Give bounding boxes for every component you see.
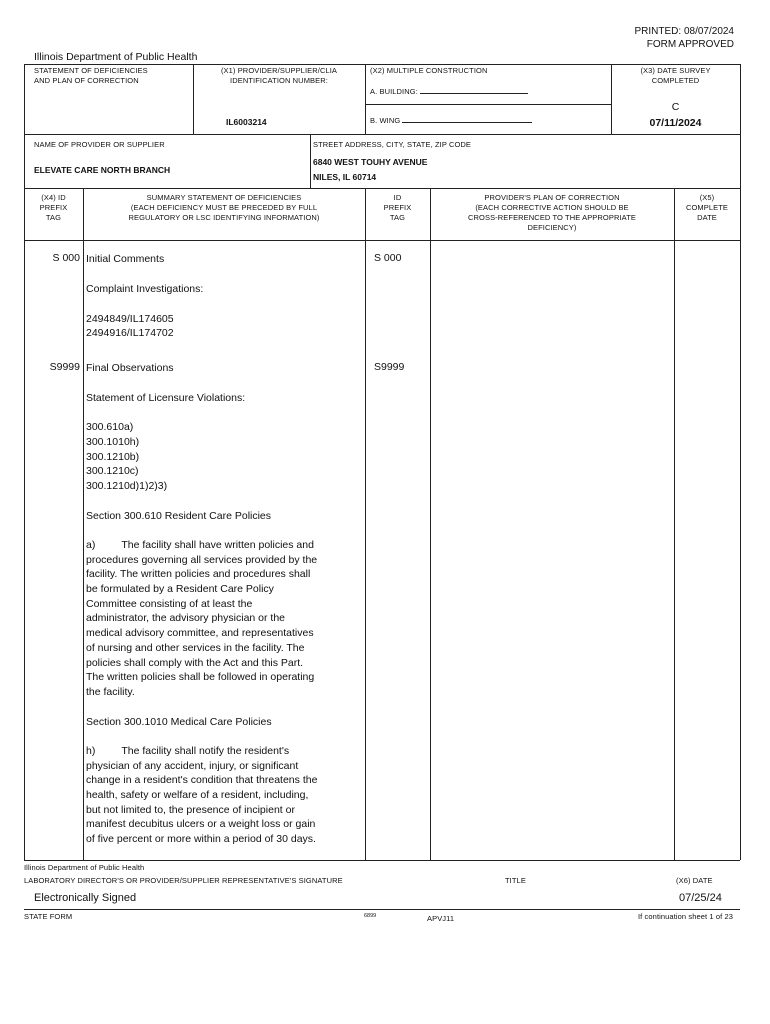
body-line: health, safety or welfare of a resident, including,	[86, 789, 309, 801]
id-heading: ID PREFIX TAG	[383, 193, 412, 222]
body-line: be formulated by a Resident Care Policy	[86, 583, 274, 595]
continuation-sheet: If continuation sheet 1 of 23	[638, 912, 734, 921]
x1-label: (X1) PROVIDER/SUPPLIER/CLIA IDENTIFICATION NUMBER:	[220, 66, 338, 85]
section-heading: Final Observations	[86, 362, 174, 374]
body-line: Complaint Investigations:	[86, 283, 204, 295]
body-line: physician of any accident, injury, or significant	[86, 760, 299, 772]
body-line: Statement of Licensure Violations:	[86, 392, 246, 404]
id-prefix-tag: S 000	[374, 252, 402, 264]
prefix-tag: S9999	[49, 361, 80, 373]
body-line: change in a resident's condition that threatens the	[86, 774, 318, 786]
x4-heading: (X4) ID PREFIX TAG	[39, 193, 68, 222]
body-line: facility. The written policies and procedures shall	[86, 568, 311, 580]
agency-name: Illinois Department of Public Health	[34, 51, 198, 63]
x2-label: (X2) MULTIPLE CONSTRUCTION	[370, 66, 488, 75]
provider-name-label: NAME OF PROVIDER OR SUPPLIER	[34, 140, 165, 149]
building-field: A. BUILDING:	[370, 84, 528, 97]
body-line: manifest decubitus ulcers or a weight loss or gain	[86, 818, 316, 830]
form-approved: FORM APPROVED	[646, 39, 734, 50]
signature-value: Electronically Signed	[34, 892, 137, 904]
signature-label: LABORATORY DIRECTOR'S OR PROVIDER/SUPPLIER REPRESENTATIVE'S SIGNATURE	[24, 876, 343, 885]
section-heading: Initial Comments	[86, 253, 165, 265]
summary-heading: SUMMARY STATEMENT OF DEFICIENCIES (EACH DEFICIENCY MUST BE PRECEDED BY FULL REGULATORY OR LSC IDENTIFYING INFORMATION)	[128, 193, 320, 222]
printed-date: PRINTED: 08/07/2024	[634, 26, 734, 37]
body-line: medical advisory committee, and representatives	[86, 627, 314, 639]
body-line: 300.1210d)1)2)3)	[86, 480, 168, 492]
body-line: policies shall comply with the Act and this Part.	[86, 657, 304, 669]
prefix-tag: S 000	[52, 252, 80, 264]
body-line: Committee consisting of at least the	[86, 598, 253, 610]
body-line: but not limited to, the presence of incipient or	[86, 804, 295, 816]
address-line2: NILES, IL 60714	[313, 172, 377, 182]
title-label: TITLE	[505, 876, 526, 885]
body-line: 300.1010h)	[86, 436, 140, 448]
signature-date: 07/25/24	[679, 892, 722, 904]
state-form-label: STATE FORM	[24, 912, 73, 921]
body-line: h) The facility shall notify the resident's	[86, 745, 290, 757]
body-line: the facility.	[86, 686, 135, 698]
plan-heading: PROVIDER'S PLAN OF CORRECTION (EACH CORRECTIVE ACTION SHOULD BE CROSS-REFERENCED TO THE APPROPRIATE DEFICIENCY)	[468, 193, 636, 232]
body-line: of nursing and other services in the facility. The	[86, 642, 305, 654]
body-line: administrator, the advisory physician or the	[86, 612, 286, 624]
address-label: STREET ADDRESS, CITY, STATE, ZIP CODE	[313, 140, 472, 149]
provider-name: ELEVATE CARE NORTH BRANCH	[34, 165, 171, 175]
body-line: 2494849/IL174605	[86, 313, 174, 325]
form-code: 6899	[364, 913, 377, 919]
footer-agency: Illinois Department of Public Health	[24, 863, 145, 872]
x5-heading: (X5) COMPLETE DATE	[685, 193, 729, 222]
id-prefix-tag: S9999	[374, 361, 405, 373]
body-line: of five percent or more within a period of 30 days.	[86, 833, 316, 845]
statement-label: STATEMENT OF DEFICIENCIES AND PLAN OF CORRECTION	[34, 66, 148, 85]
body-line: 300.1210c)	[86, 465, 139, 477]
address-line1: 6840 WEST TOUHY AVENUE	[313, 157, 428, 167]
provider-id: IL6003214	[226, 117, 267, 127]
body-line: procedures governing all services provided by the	[86, 554, 318, 566]
body-line: Section 300.1010 Medical Care Policies	[86, 716, 272, 728]
body-line: Section 300.610 Resident Care Policies	[86, 510, 272, 522]
event-id: APVJ11	[427, 914, 455, 923]
x6-date-label: (X6) DATE	[676, 876, 713, 885]
body-line: 300.1210b)	[86, 451, 140, 463]
survey-date: 07/11/2024	[649, 117, 702, 129]
survey-code: C	[671, 101, 680, 113]
body-line: 2494916/IL174702	[86, 327, 174, 339]
x3-label: (X3) DATE SURVEY COMPLETED	[640, 66, 711, 85]
body-line: 300.610a)	[86, 421, 134, 433]
body-line: The written policies shall be followed in operating	[86, 671, 315, 683]
wing-field: B. WING	[370, 113, 532, 126]
body-line: a) The facility shall have written policies and	[86, 539, 314, 551]
